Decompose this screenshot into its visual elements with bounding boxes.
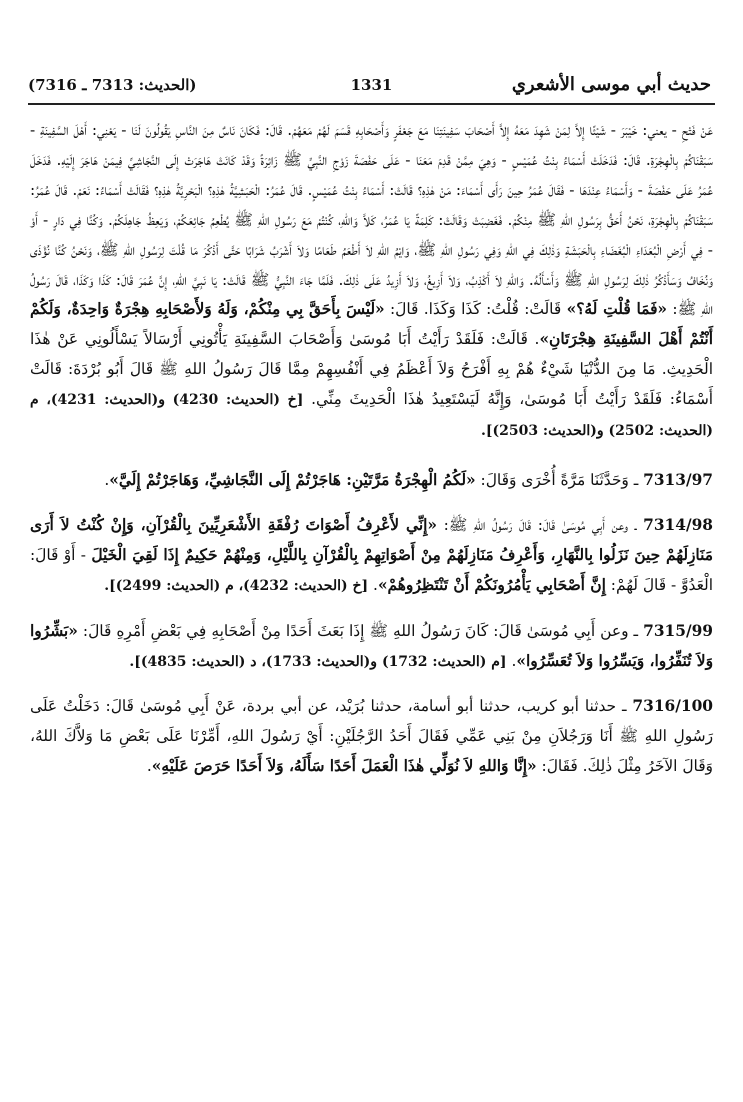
hadith-number: 7313/97 <box>643 470 713 489</box>
paragraph-text: . قَالَتْ: فَلَقَدْ رَأَيْتُ أَبَا مُوسَىٰ وَأَصْحَابَ السَّفِينَةِ يَأْتُونِي أَرْسَالاً يَسْأَلُونِي عَنْ هٰذَا الْحَدِيثِ. مَا مِنَ الدُّنْيَا شَيْءٌ هُمْ بِهِ أَفْرَحُ وَلاَ أَعْظَمُ فِي أَنْفُسِهِمْ مِمَّا قَالَ رَسُولُ اللهِ ﷺ قَالَ أَبُو بُرْدَةَ: قَالَتْ أَسْمَاءُ: فَلَقَدْ رَأَيْتُ أَبَا مُوسَىٰ، وَإِنَّهُ لَيَسْتَعِيدُ هٰذَا الْحَدِيثَ مِنِّي. <box>30 330 713 409</box>
paragraph-end: . <box>104 470 110 489</box>
spacer <box>30 677 713 692</box>
spacer <box>30 602 713 617</box>
reference-citation: [خ (الحديث: 4232)، م (الحديث: 2499)]. <box>104 577 369 594</box>
paragraph-text: ـ وعن أَبِي مُوسَىٰ قَالَ: كَانَ رَسُولُ اللهِ ﷺ إِذَا بَعَثَ أَحَدًا مِنْ أَصْحَابِهِ فِي بَعْضِ أَمْرِهِ قَالَ: <box>77 621 644 640</box>
prophet-quote: «لَكُمُ الْهِجْرَةُ مَرَّتَيْنِ: هَاجَرْتُمْ إِلَى النَّجَاشِيِّ، وَهَاجَرْتُمْ إِلَيَّ» <box>109 470 476 489</box>
prophet-quote: «بَشِّرُوا وَلاَ تُنَفِّرُوا، وَيَسِّرُوا وَلاَ تُعَسِّرُوا» <box>30 621 713 670</box>
prophet-quote: «لَيْسَ بِأَحَقَّ بِي مِنْكُمْ، وَلَهُ وَلأَصْحَابِهِ هِجْرَةٌ وَاحِدَةٌ، وَلَكُمْ أَنْتُمْ أَهْلَ السَّفِينَةِ هِجْرَتَانِ» <box>30 300 713 349</box>
prophet-quote: إِنَّ أَصْحَابِي يَأْمُرُونَكُمْ أَنْ تَنْتَظِرُوهُمْ» <box>377 575 606 594</box>
prophet-quote: «إِنِّي لأَعْرِفُ أَصْوَاتَ رُفْقَةِ الأَشْعَرِيِّينَ بِالْقُرْآنِ، وَإِنْ كُنْتُ لاَ أَرَى مَنَازِلَهُمْ حِينَ نَزَلُوا بِالنَّهَارِ، وَأَعْرِفُ مَنَازِلَهُمْ مِنْ أَصْوَاتِهِمْ بِالْقُرْآنِ بِاللَّيْلِ، وَمِنْهُمْ حَكِيمٌ إِذَا لَقِيَ الْخَيْلَ <box>30 515 714 564</box>
page-header <box>28 72 715 102</box>
paragraph-text: عَنْ فَتْحِ - يعني: خَيْبَرَ - شَيْئًا إِلاَّ لِمَنْ شَهِدَ مَعَهُ إِلاَّ أَصْحَابَ سَفِينَتِنَا مَعَ جَعْفَرٍ وَأَصْحَابِهِ قَسَمَ لَهُمْ مَعَهُمْ. قَالَ: فَكَانَ نَاسٌ مِنَ النَّاسِ يَقُولُونَ لَنَا - يَعْنِي: أَهْلَ السَّفِينَةِ - سَبَقْنَاكُمْ بِالْهِجْرَةِ. قَالَ: فَدَخَلَتْ أَسْمَاءُ بِنْتُ عُمَيْسٍ - وَهِيَ مِمَّنْ قَدِمَ مَعَنَا - عَلَى حَفْصَةَ زَوْجِ النَّبِيِّ ﷺ زَائِرَةً وَقَدْ كَانَتْ هَاجَرَتْ إِلَى النَّجَاشِيِّ فِيمَنْ هَاجَرَ إِلَيْهِ. فَدَخَلَ عُمَرُ عَلَى حَفْصَةَ - وَأَسْمَاءُ عِنْدَهَا - فَقَالَ عُمَرُ حِينَ رَأَى أَسْمَاءَ: مَنْ هٰذِهِ؟ قَالَتْ: أَسْمَاءُ بِنْتُ عُمَيْسٍ. قَالَ عُمَرُ: الْحَبَشِيَّةُ هٰذِهِ؟ الْبَحْرِيَّةُ هٰذِهِ؟ فَقَالَتْ أَسْمَاءُ: نَعَمْ. قَالَ عُمَرُ: سَبَقْنَاكُمْ بِالْهِجْرَةِ، نَحْنُ أَحَقُّ بِرَسُولِ اللهِ ﷺ مِنْكُمْ. فَغَضِبَتْ وَقَالَتْ: كَلِمَةً يَا عُمَرُ، كَلاَّ وَاللهِ، كُنْتُمْ مَعَ رَسُولِ اللهِ ﷺ يُطْعِمُ جَائِعَكُمْ، وَيَعِظُ جَاهِلَكُمْ. وَكُنَّا فِي دَارٍ - أَوْ - فِي أَرْضِ الْبُعَدَاءِ الْبُغَضَاءِ بِالْحَبَشَةِ وَذٰلِكَ فِي اللهِ وَفِي رَسُولِ اللهِ ﷺ، وَايْمُ اللهِ لاَ أَطْعَمُ طَعَامًا وَلاَ أَشْرَبُ شَرَابًا حَتَّى أَذْكُرَ مَا قُلْتَ لِرَسُولِ اللهِ ﷺ، وَنَحْنُ كُنَّا نُؤْذَى وَنُخَافُ وَسَأَذْكُرُ ذٰلِكَ لِرَسُولِ اللهِ ﷺ وَأَسْأَلُهُ. وَاللهِ لاَ أَكْذِبُ، وَلاَ أَزِيغُ، وَلاَ أَزِيدُ عَلَى ذٰلِكَ. فَلَمَّا جَاءَ النَّبِيُّ ﷺ قَالَتْ: يَا نَبِيَّ اللهِ، إِنَّ عُمَرَ قَالَ: كَذَا وَكَذَا، قَالَ رَسُولُ اللهِ ﷺ: <box>30 121 713 319</box>
prophet-quote: «فَمَا قُلْتِ لَهُ؟» <box>566 300 668 319</box>
paragraph-text: - أَوْ قَالَ: الْعَدُوَّ - قَالَ لَهُمْ: <box>30 545 713 594</box>
paragraph-text: قَالَتْ: قُلْتُ: كَذَا وَكَذَا. قَالَ: <box>384 300 567 319</box>
paragraph-text: ـ وعن أَبِي مُوسَىٰ قَالَ: قَالَ رَسُولُ اللهِ ﷺ: <box>437 515 644 534</box>
page-number: 1331 <box>350 76 393 94</box>
page-body <box>30 116 713 782</box>
hadith-7313 <box>30 466 713 496</box>
hadith-7316 <box>30 692 713 782</box>
prophet-quote: «إِنَّا وَاللهِ لاَ نُوَلِّي هٰذَا الْعَمَلَ أَحَدًا سَأَلَهُ، وَلاَ أَحَدًا حَرَصَ عَلَيْهِ» <box>151 757 537 776</box>
hadith-range: (الحديث: 7313 ـ 7316) <box>28 76 197 94</box>
paragraph-text: . <box>506 651 517 670</box>
book-title: حديث أبي موسى الأشعري <box>511 74 711 95</box>
spacer <box>30 447 713 466</box>
paragraph-text: ـ حدثنا أبو كريب، حدثنا أبو أسامة، حدثنا بُرَيْد، عن أبي بردة، عَنْ أَبِي مُوسَىٰ قَالَ: دَخَلْتُ عَلَى رَسُولِ اللهِ ﷺ أَنَا وَرَجُلاَنِ مِنْ بَنِي عَمِّي فَقَالَ أَحَدُ الرَّجُلَيْنِ: أَيْ رَسُولَ اللهِ، أَمِّرْنَا عَلَى بَعْضِ مَا وَلاَّكَ اللهُ، وَقَالَ الآخَرُ مِثْلَ ذٰلِكَ. فَقَالَ: <box>30 697 713 776</box>
paragraph-text: . <box>368 575 378 594</box>
hadith-number: 7316/100 <box>632 697 713 716</box>
paragraph-end: . <box>146 757 152 776</box>
header-divider <box>28 103 715 105</box>
hadith-number: 7314/98 <box>643 515 713 534</box>
reference-citation: [م (الحديث: 1732) و(الحديث: 1733)، د (الحديث: 4835)]. <box>129 653 507 670</box>
hadith-number: 7315/99 <box>643 621 713 640</box>
reference-citation: [خ (الحديث: 4230) و(الحديث: 4231)، م (الحديث: 2502) و(الحديث: 2503)]. <box>30 392 713 440</box>
paragraph-text: ـ وَحَدَّثَنَا مَرَّةً أُخْرَى وَقَالَ: <box>475 470 644 489</box>
spacer <box>30 496 713 511</box>
hadith-7315 <box>30 617 713 678</box>
hadith-7314 <box>30 511 713 602</box>
paragraph-continuation <box>30 116 713 447</box>
